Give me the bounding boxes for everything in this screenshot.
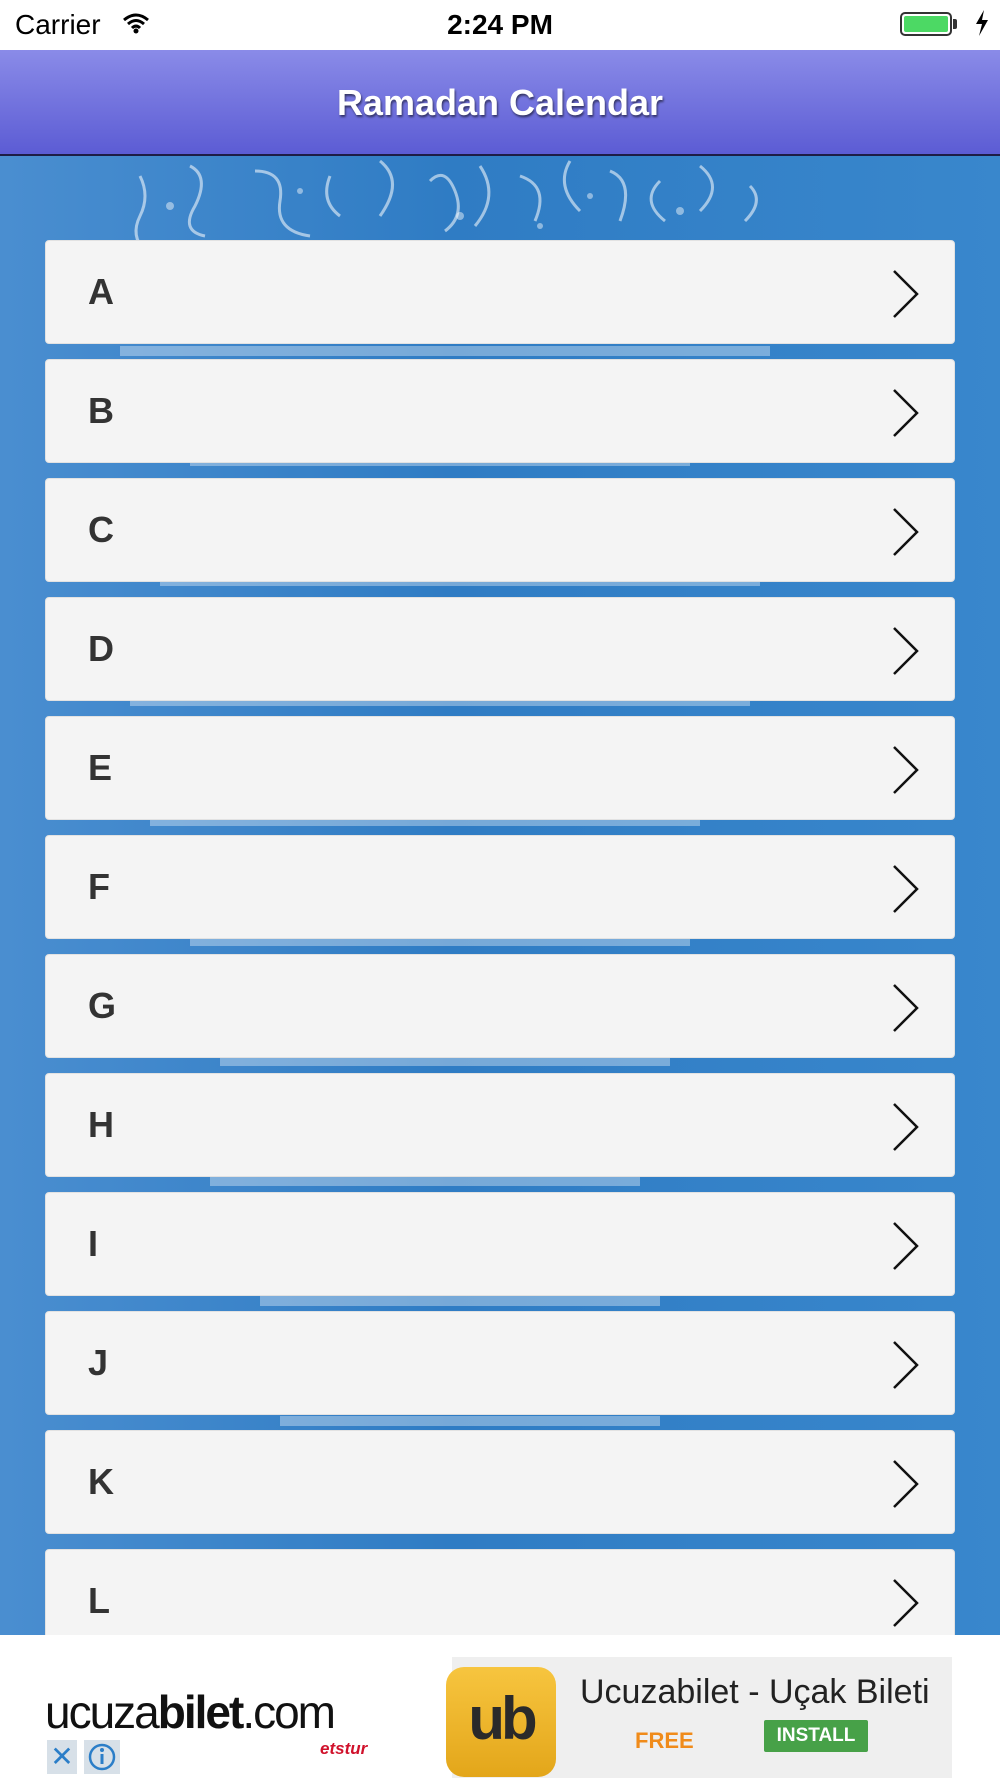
carrier-label: Carrier	[15, 9, 101, 40]
list-item-label: K	[88, 1461, 114, 1502]
ad-banner[interactable]	[0, 1635, 1000, 1778]
list-item-a[interactable]	[45, 240, 955, 344]
list-item-k[interactable]	[45, 1430, 955, 1534]
list-item-i[interactable]	[45, 1192, 955, 1296]
chevron-right-icon	[890, 983, 920, 1038]
chevron-right-icon	[890, 626, 920, 681]
list-item-label: B	[88, 390, 114, 431]
list-item-g[interactable]	[45, 954, 955, 1058]
list-item-l[interactable]	[45, 1549, 955, 1635]
list-item-label: A	[88, 271, 114, 312]
list-item-label: I	[88, 1223, 99, 1264]
chevron-right-icon	[890, 1340, 920, 1395]
logo-text-3: .com	[242, 1686, 334, 1738]
list-item-j[interactable]	[45, 1311, 955, 1415]
bolt-icon	[974, 10, 990, 41]
navigation-bar	[0, 50, 1000, 156]
list-item-label: L	[88, 1580, 110, 1621]
page-title: Ramadan Calendar	[336, 82, 664, 123]
content-area[interactable]	[0, 156, 1000, 1635]
logo-text-1: ucuza	[45, 1686, 158, 1738]
status-bar	[0, 0, 1000, 50]
close-icon[interactable]: ✕	[47, 1740, 77, 1774]
list-item-b[interactable]	[45, 359, 955, 463]
status-time: 2:24 PM	[447, 9, 553, 40]
chevron-right-icon	[890, 507, 920, 562]
chevron-right-icon	[890, 269, 920, 324]
battery-nub	[953, 19, 957, 29]
chevron-right-icon	[890, 1459, 920, 1514]
list-item-label: G	[88, 985, 117, 1026]
list-item-label: F	[88, 866, 110, 907]
list-item-d[interactable]	[45, 597, 955, 701]
ad-advertiser-logo[interactable]	[45, 1685, 334, 1739]
info-icon[interactable]	[84, 1740, 120, 1774]
chevron-right-icon	[890, 1221, 920, 1276]
battery-icon	[900, 12, 952, 36]
ad-app-icon[interactable]: ub	[446, 1667, 556, 1777]
list-item-h[interactable]	[45, 1073, 955, 1177]
list-item-c[interactable]	[45, 478, 955, 582]
chevron-right-icon	[890, 1102, 920, 1157]
chevron-right-icon	[890, 1578, 920, 1633]
ad-app-name[interactable]: Ucuzabilet - Uçak Bileti	[580, 1673, 930, 1711]
list-item-label: J	[88, 1342, 109, 1383]
list-item-label: C	[88, 509, 114, 550]
ad-price-label: FREE	[635, 1728, 694, 1753]
chevron-right-icon	[890, 864, 920, 919]
list-item-label: H	[88, 1104, 114, 1145]
install-button[interactable]: INSTALL	[764, 1720, 868, 1752]
list-item-f[interactable]	[45, 835, 955, 939]
logo-text-2: bilet	[157, 1686, 243, 1738]
chevron-right-icon	[890, 388, 920, 443]
ad-logo-subtitle: etstur	[320, 1739, 368, 1758]
list-item-e[interactable]	[45, 716, 955, 820]
chevron-right-icon	[890, 745, 920, 800]
list-item-label: D	[88, 628, 114, 669]
list-item-label: E	[88, 747, 113, 788]
